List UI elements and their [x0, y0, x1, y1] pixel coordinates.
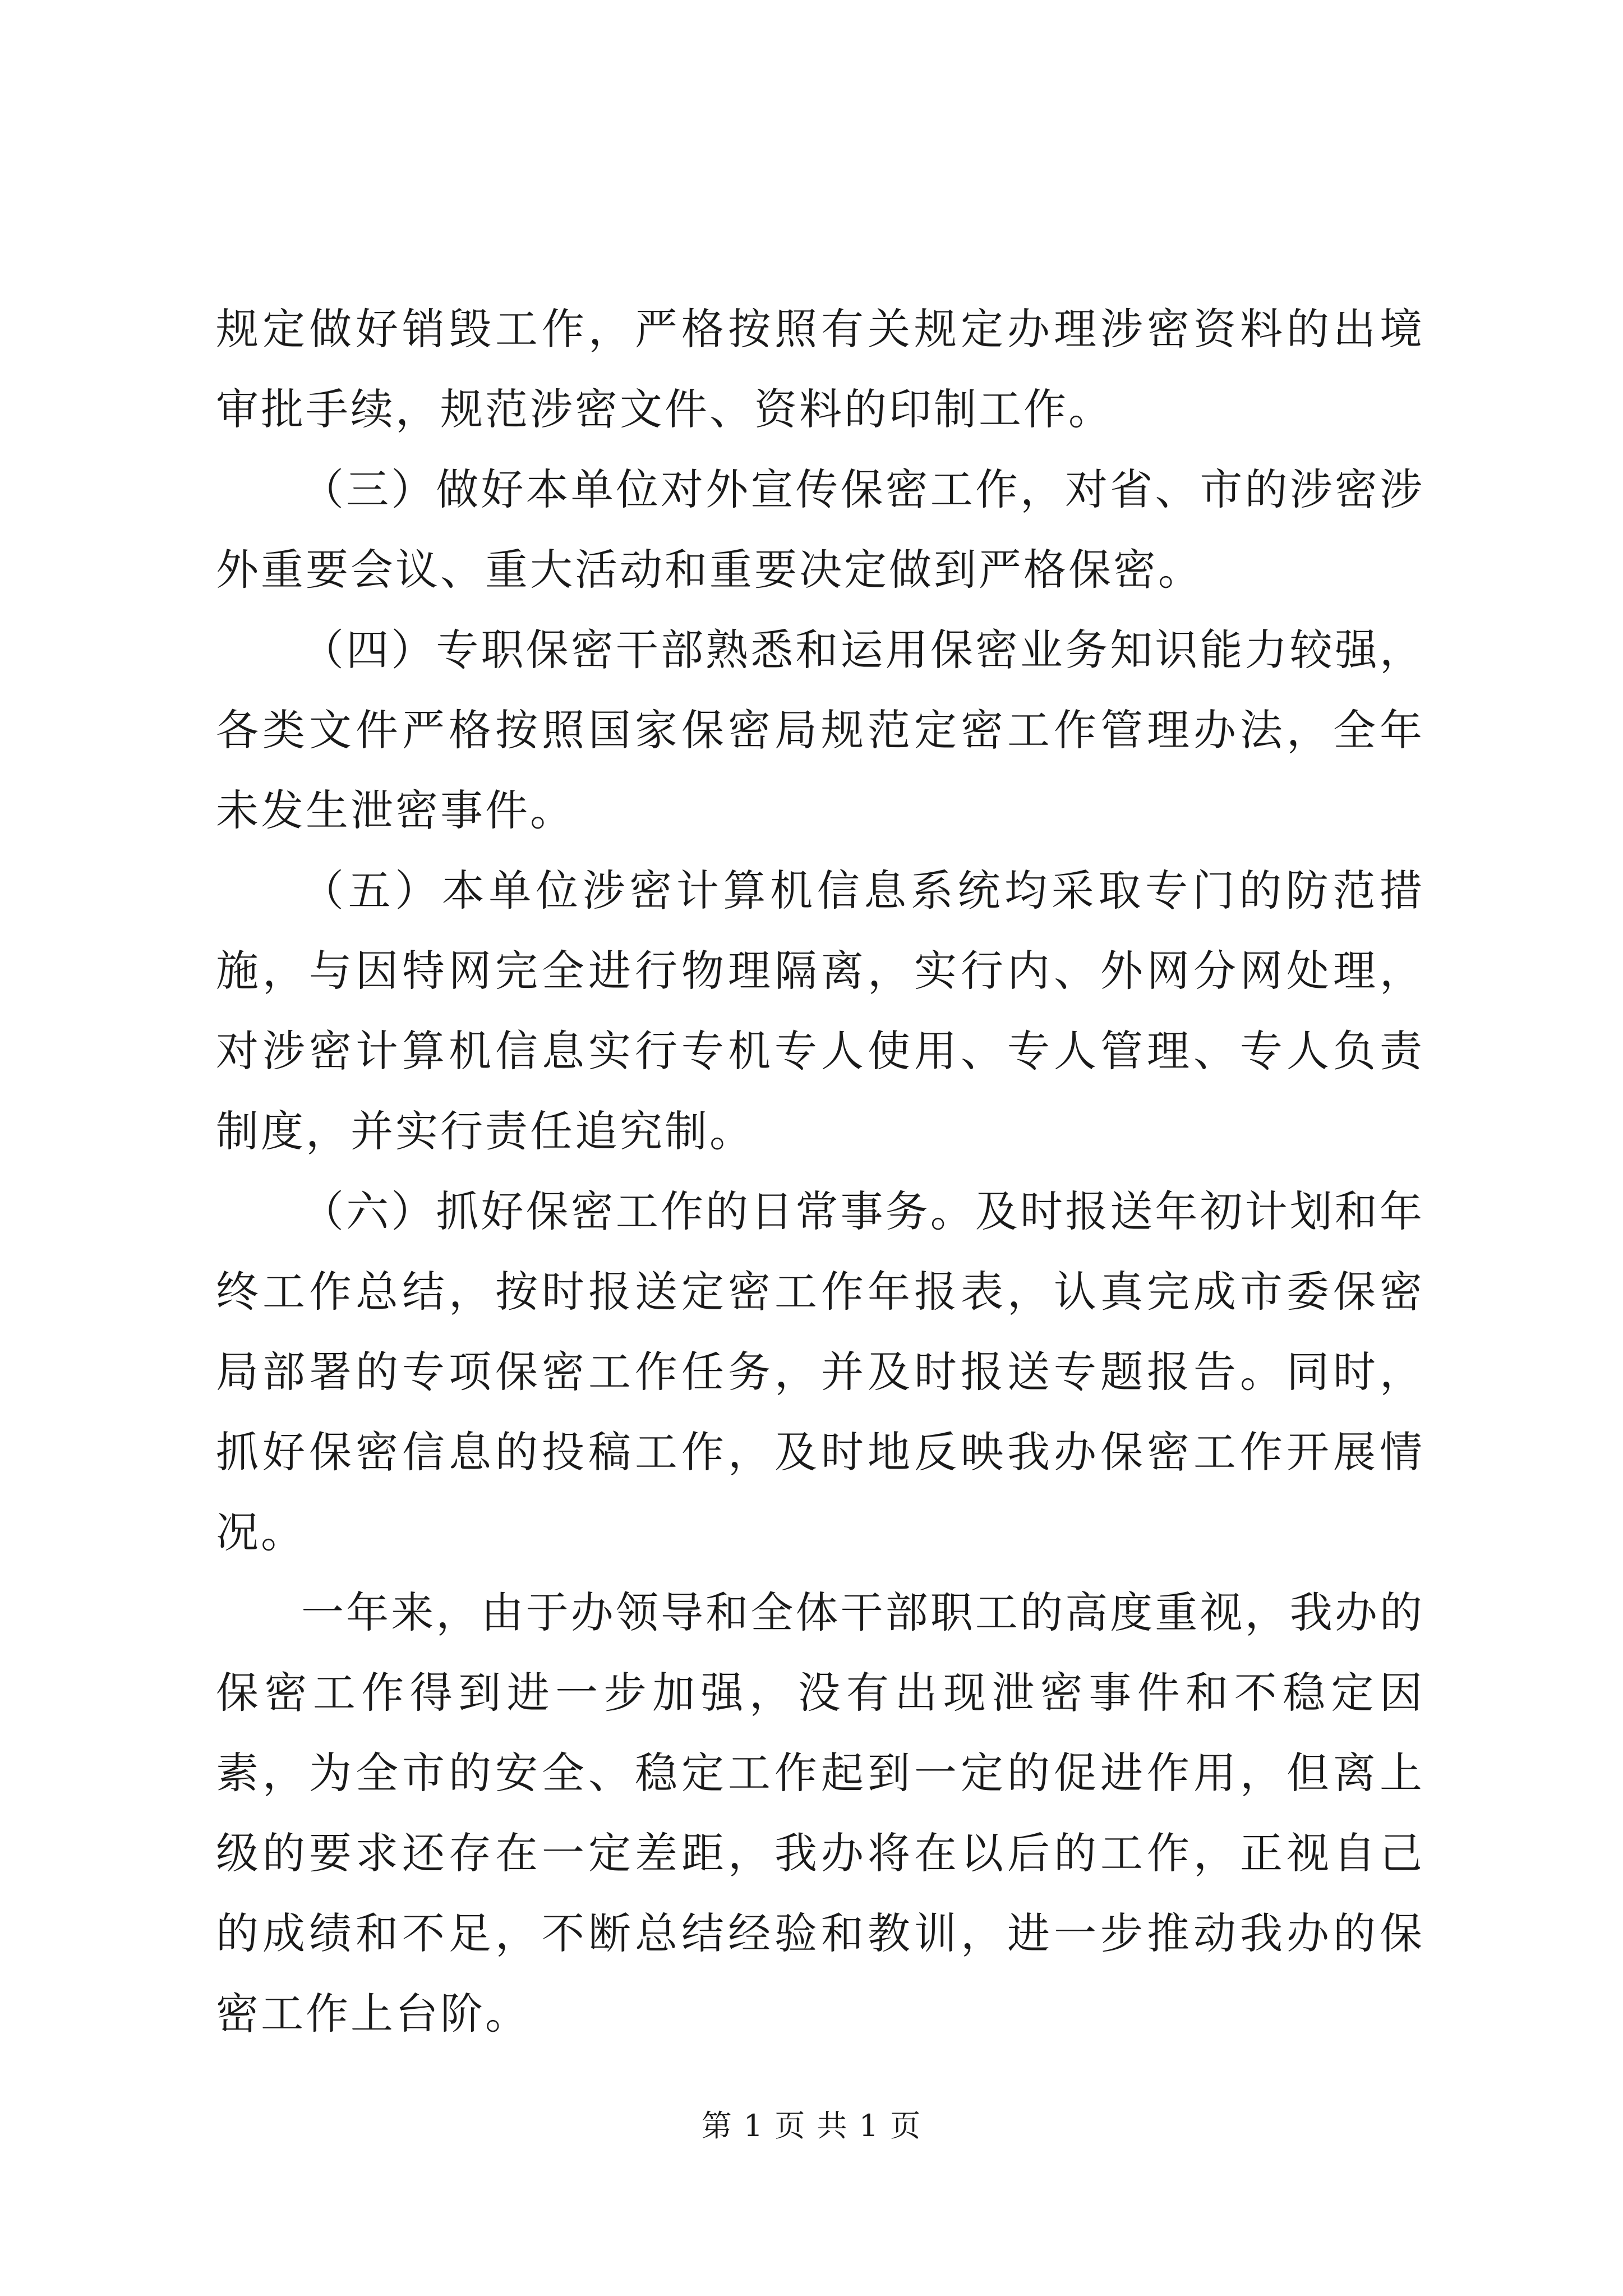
paragraph-destruction-procedures: 规定做好销毁工作，严格按照有关规定办理涉密资料的出境审批手续，规范涉密文件、资料的印制工作。: [216, 304, 1424, 434]
paragraph-item-3-publicity: （三）做好本单位对外宣传保密工作，对省、市的涉密涉外重要会议、重大活动和重要决定做到严格保密。: [216, 464, 1424, 595]
paragraph-item-6-daily-affairs: （六）抓好保密工作的日常事务。及时报送年初计划和年终工作总结，按时报送定密工作年报表，认真完成市委保密局部署的专项保密工作任务，并及时报送专题报告。同时，抓好保密信息的投稿工作，及时地反映我办保密工作开展情况。: [216, 1186, 1424, 1557]
paragraph-item-5-computer-systems: （五）本单位涉密计算机信息系统均采取专门的防范措施，与因特网完全进行物理隔离，实行内、外网分网处理，对涉密计算机信息实行专机专人使用、专人管理、专人负责制度，并实行责任追究制。: [216, 866, 1424, 1156]
paragraph-item-4-staff: （四）专职保密干部熟悉和运用保密业务知识能力较强，各类文件严格按照国家保密局规范定密工作管理办法，全年未发生泄密事件。: [216, 625, 1424, 835]
paragraph-summary: 一年来，由于办领导和全体干部职工的高度重视，我办的保密工作得到进一步加强，没有出现泄密事件和不稳定因素，为全市的安全、稳定工作起到一定的促进作用，但离上级的要求还存在一定差距，我办将在以后的工作，正视自己的成绩和不足，不断总结经验和教训，进一步推动我办的保密工作上台阶。: [216, 1588, 1424, 2039]
page-number-footer: 第 1 页 共 1 页: [701, 2108, 922, 2143]
document-body: [216, 289, 1424, 2054]
